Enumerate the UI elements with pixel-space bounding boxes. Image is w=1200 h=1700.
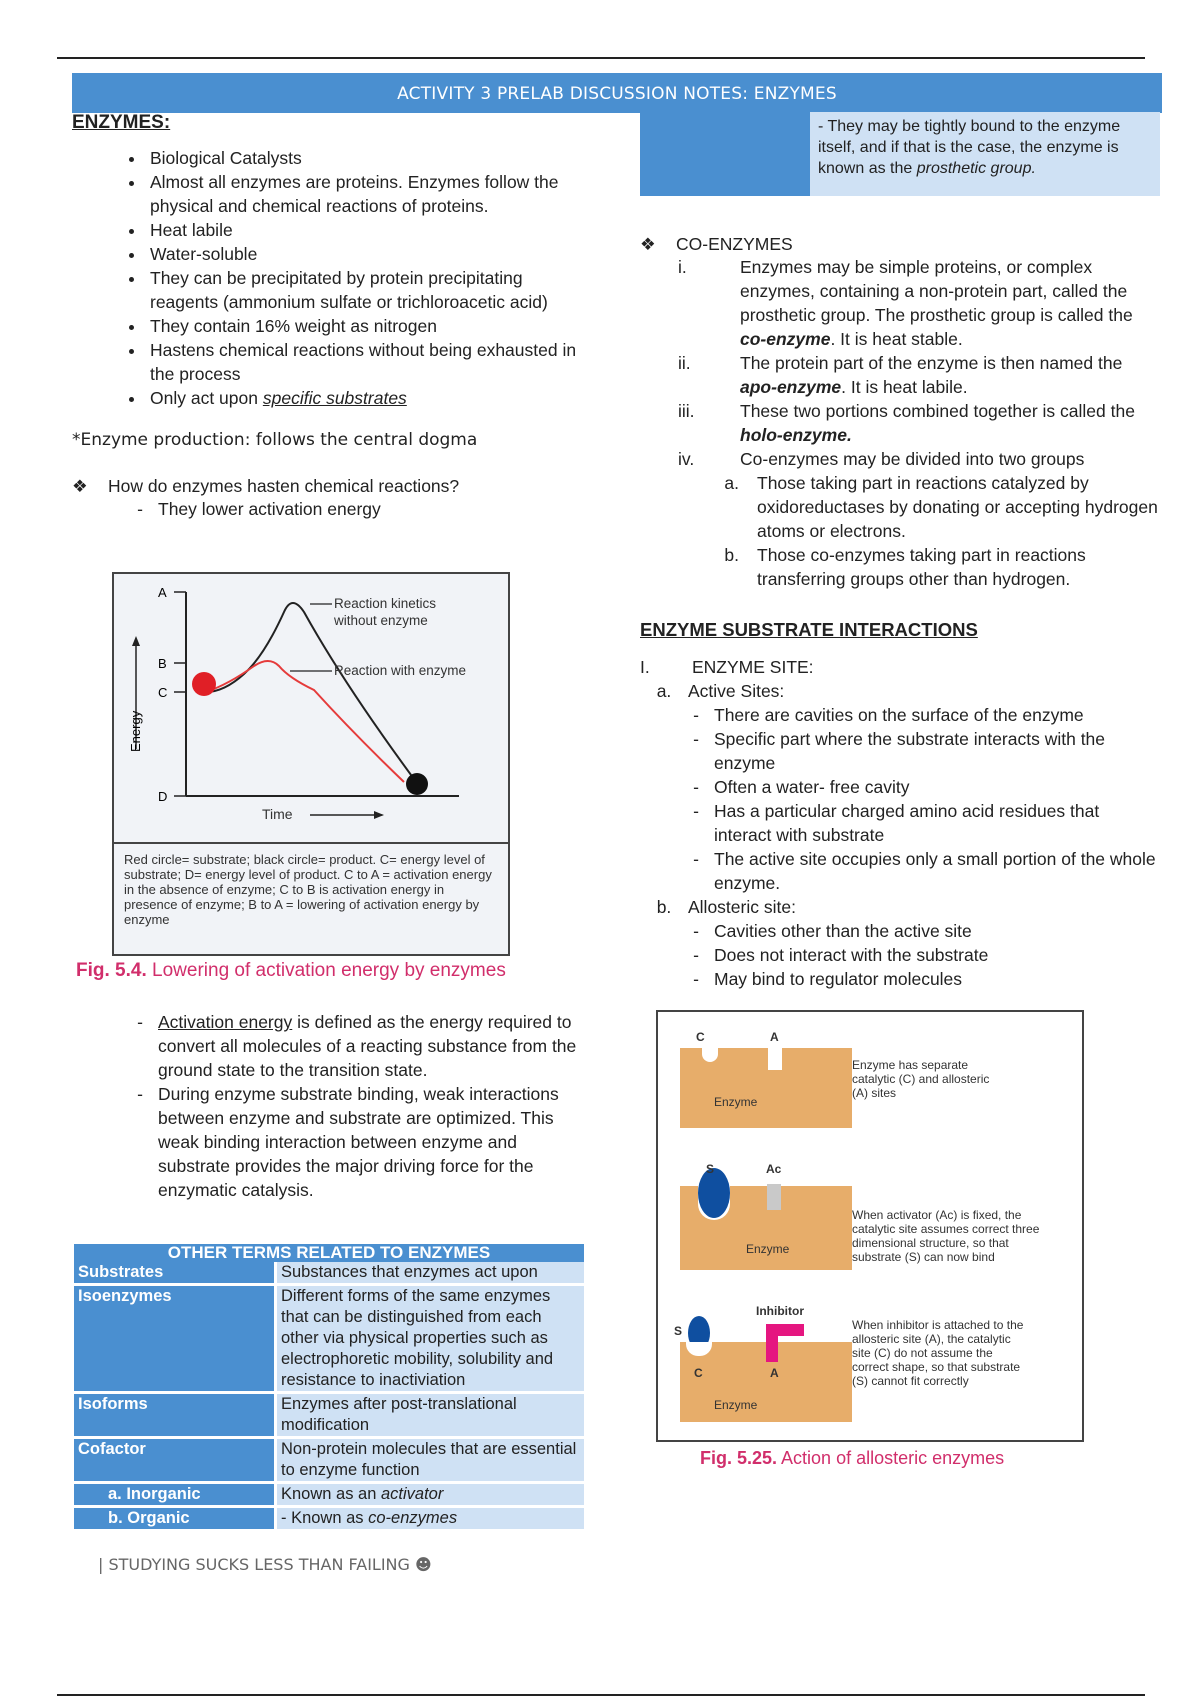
label-a: A <box>158 585 167 600</box>
list-item-text: Only act upon <box>150 388 258 408</box>
list-item: • Hastens chemical reactions without being exhausted in the process <box>146 338 582 386</box>
figure-number: Fig. 5.25. <box>700 1448 778 1468</box>
binding-note: During enzyme substrate binding, weak interactions between enzyme and substrate are optimized. This weak binding interaction between enzyme and substrate provides the major driving force for the enzymatic catalysis. <box>158 1084 559 1200</box>
list-item: • Water-soluble <box>146 242 582 266</box>
product-circle <box>406 773 428 795</box>
allosteric-site-notch <box>768 1048 782 1070</box>
allosteric-site-line: b. Allosteric site: <box>656 897 796 917</box>
top-rule <box>57 57 1145 59</box>
list-item: - Has a particular charged amino acid residues that interact with substrate <box>693 801 1100 845</box>
specific-substrates-link-text: specific substrates <box>262 388 407 408</box>
term-value: - Known as co-enzymes <box>276 1507 585 1531</box>
list-item: - Specific part where the substrate interacts with the enzyme <box>693 729 1106 773</box>
enzyme-properties-list <box>72 146 582 410</box>
enzyme-label: Enzyme <box>714 1398 758 1412</box>
curve-without-enzyme <box>206 603 414 779</box>
term-key: a. Inorganic <box>74 1483 276 1507</box>
energy-diagram <box>114 574 508 844</box>
prosthetic-note: - They may be tightly bound to the enzyme itself, and if that is the case, the enzyme is known as the prosthetic group. <box>810 112 1160 196</box>
answer-text: They lower activation energy <box>158 499 381 519</box>
arrow-up-icon <box>132 636 140 646</box>
table-row <box>74 1483 584 1507</box>
table-row <box>74 1262 584 1285</box>
question-line <box>72 476 582 497</box>
list-item: - There are cavities on the surface of the enzyme <box>693 705 1084 725</box>
activation-energy-figure <box>112 572 510 956</box>
panel1-text: Enzyme has separate catalytic (C) and allosteric (A) sites <box>852 1058 990 1100</box>
list-item: - Cavities other than the active site <box>693 921 972 941</box>
list-item: - May bind to regulator molecules <box>693 969 963 989</box>
central-dogma-note: *Enzyme production: follows the central dogma <box>72 430 478 450</box>
activator-shape <box>767 1184 781 1210</box>
table-row <box>74 1507 584 1531</box>
dash-bullet-icon: - <box>137 499 143 519</box>
list-item: • Almost all enzymes are proteins. Enzymes follow the physical and chemical reactions of proteins. <box>146 170 582 218</box>
term-key: Cofactor <box>74 1438 276 1483</box>
list-item: - During enzyme substrate binding, weak interactions between enzyme and substrate are optimized. This weak binding interaction between enzyme and substrate provides the major driving force for the enzymatic catalysis. <box>122 1082 582 1202</box>
panel3-text: When inhibitor is attached to the allosteric site (A), the catalytic site (C) do not assume the correct shape, so that substrate (S) cannot fit correctly <box>852 1318 1024 1388</box>
inhibitor-label: Inhibitor <box>756 1304 804 1318</box>
coenzymes-heading-line <box>640 234 1160 255</box>
label-d: D <box>158 789 168 804</box>
list-item: • They contain 16% weight as nitrogen <box>146 314 582 338</box>
page-banner: ACTIVITY 3 PRELAB DISCUSSION NOTES: ENZYMES <box>72 73 1162 113</box>
time-axis-label: Time <box>262 806 293 822</box>
label-c: C <box>158 685 168 700</box>
list-item: - Activation energy is defined as the energy required to convert all molecules of a reacting substance from the ground state to the transition state. <box>137 1012 577 1080</box>
terms-table <box>74 1244 584 1532</box>
panel2-text: When activator (Ac) is fixed, the catalytic site assumes correct three dimensional structure, so that substrate (S) can now bind <box>852 1208 1040 1264</box>
arrow-right-icon <box>374 811 384 819</box>
active-sites-line: a. Active Sites: <box>656 681 785 701</box>
right-column <box>640 112 1160 991</box>
table-row <box>74 1393 584 1438</box>
list-item: b. Those co-enzymes taking part in reactions transferring groups other than hydrogen. <box>724 545 1086 589</box>
figure-caption <box>76 960 506 982</box>
kinetics-label-1: Reaction kinetics <box>334 596 437 611</box>
figure-legend: Red circle= substrate; black circle= product. C= energy level of substrate; D= energy level of product. C to A = activation energy in the absence of enzyme; C to B is activation energy in presence of enzyme; B to A = lowering of activation energy by enzyme <box>124 852 492 927</box>
diamond-bullet-icon: ❖ <box>72 476 88 496</box>
term-value: Substances that enzymes act upon <box>276 1262 585 1285</box>
label-b: B <box>158 656 167 671</box>
enzyme-label: Enzyme <box>714 1095 758 1109</box>
esi-heading: ENZYME SUBSTRATE INTERACTIONS <box>640 619 978 640</box>
bottom-rule <box>57 1694 1145 1696</box>
list-item: • Biological Catalysts <box>146 146 582 170</box>
list-item: - The active site occupies only a small portion of the whole enzyme. <box>693 849 1156 893</box>
list-item: - Does not interact with the substrate <box>693 945 989 965</box>
list-item: i. Enzymes may be simple proteins, or complex enzymes, containing a non-protein part, called the prosthetic group. The prosthetic group is called the co-enzyme. It is heat stable. <box>678 257 1133 349</box>
figure-number: Fig. 5.4. <box>76 960 147 981</box>
term-key: Isoenzymes <box>74 1285 276 1393</box>
question-text: How do enzymes hasten chemical reactions? <box>108 476 460 496</box>
allosteric-figure: C A Enzyme Enzyme has separate catalytic (C) and allosteric (A) sites S Ac Enzyme When activator (Ac) is fixed, the catalytic site assumes correct three dimensional structure, so that substrate (S) can now bind S Inhibitor C A Enzyme When inhibitor is attached to the allosteric site (A), the catalytic site (C) do not assume the correct shape, so that substrate (S) cannot fit correctly <box>656 1010 1084 1442</box>
activation-energy-definition: is defined as the energy required to convert all molecules of a reacting substance from the ground state to the transition state. <box>158 1012 577 1080</box>
list-item: - Often a water- free cavity <box>693 777 910 797</box>
coenzymes-heading: CO-ENZYMES <box>676 234 793 254</box>
list-item: iv. Co-enzymes may be divided into two groups <box>678 449 1085 469</box>
table-row <box>74 1438 584 1483</box>
term-key: b. Organic <box>74 1507 276 1531</box>
answer-line <box>122 497 582 521</box>
enzyme-label: Enzyme <box>746 1242 790 1256</box>
term-value: Different forms of the same enzymes that can be distinguished from each other via physical properties such as electrophoretic mobility, solubility and resistance to inactiviation <box>276 1285 585 1393</box>
left-column <box>72 112 582 1527</box>
curve-with-enzyme <box>206 661 404 782</box>
active-sites-list <box>678 703 1160 895</box>
activation-energy-notes <box>122 1010 582 1202</box>
list-item: • They can be precipitated by protein precipitating reagents (ammonium sulfate or trichloroacetic acid) <box>146 266 582 314</box>
substrate-circle <box>192 672 216 696</box>
term-key: Isoforms <box>74 1393 276 1438</box>
list-item <box>146 386 582 410</box>
prosthetic-note-box <box>640 112 1160 196</box>
term-value: Enzymes after post-translational modification <box>276 1393 585 1438</box>
term-key: Substrates <box>74 1262 276 1285</box>
diamond-bullet-icon: ❖ <box>640 234 656 254</box>
enzyme-site-line: I. ENZYME SITE: <box>640 657 814 677</box>
figure-caption-text: Lowering of activation energy by enzymes <box>146 960 506 981</box>
terms-table-title: OTHER TERMS RELATED TO ENZYMES <box>74 1244 584 1262</box>
enzymes-heading: ENZYMES: <box>72 112 171 133</box>
term-value: Known as an activator <box>276 1483 585 1507</box>
with-enzyme-label: Reaction with enzyme <box>334 663 467 678</box>
list-item: • Heat labile <box>146 218 582 242</box>
list-item: a. Those taking part in reactions catalyzed by oxidoreductases by donating or accepting hydrogen atoms or electrons. <box>724 473 1158 541</box>
figure-caption-text: Action of allosteric enzymes <box>777 1448 1005 1468</box>
list-item: iii. These two portions combined together is called the holo-enzyme. <box>678 401 1135 445</box>
list-item: ii. The protein part of the enzyme is then named the apo-enzyme. It is heat labile. <box>678 353 1123 397</box>
page-footer: | STUDYING SUCKS LESS THAN FAILING ☻ <box>98 1555 432 1574</box>
allosteric-site-list <box>678 919 1160 991</box>
table-row <box>74 1285 584 1393</box>
kinetics-label-2: without enzyme <box>334 613 428 628</box>
allosteric-figure-caption <box>700 1448 1004 1469</box>
energy-axis-label: Energy <box>128 710 143 752</box>
activation-energy-term: Activation energy <box>158 1012 293 1032</box>
term-value: Non-protein molecules that are essential to enzyme function <box>276 1438 585 1483</box>
